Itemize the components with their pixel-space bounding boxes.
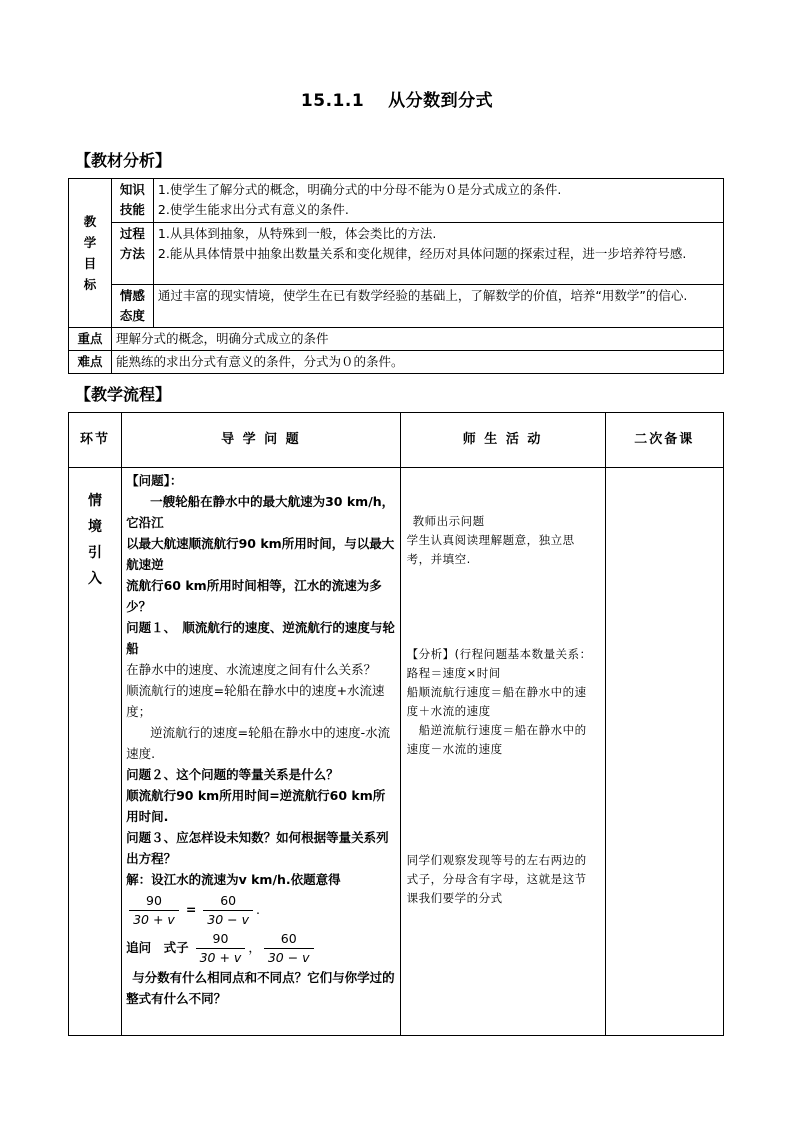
knowledge-label-2: 技能 [119, 202, 145, 217]
attitude-content: 通过丰富的现实情境，使学生在已有数学经验的基础上，了解数学的价值，培养“用数学”的信心. [153, 285, 723, 328]
activities-cell [400, 468, 605, 1036]
section-heading-flow: 【教学流程】 [75, 385, 172, 404]
knowledge-item: 2.使学生能求出分式有意义的条件. [157, 202, 349, 217]
analysis-line: 船顺流航行速度＝船在静水中的速度＋水流的速度 [406, 685, 587, 718]
header-stage: 环节 [69, 413, 122, 468]
follow-up-line: 与分数有什么相同点和不同点？它们与你学过的整式有什么不同？ [126, 970, 395, 1006]
analysis-table [68, 178, 724, 374]
activity-line: 学生认真阅读理解题意，独立思考，并填空. [406, 533, 575, 566]
flow-table [68, 412, 724, 1036]
question-1-line: 顺流航行的速度=轮船在静水中的速度+水流速度； [126, 683, 385, 719]
header-second-prep: 二次备课 [605, 413, 724, 468]
fraction-separator: ， [248, 940, 261, 955]
knowledge-content [153, 179, 723, 223]
problem-label: 【问题】： [126, 473, 183, 488]
fraction-numerator: 60 [264, 930, 314, 949]
questions-cell [122, 468, 401, 1036]
section-heading-analysis: 【教材分析】 [75, 151, 172, 170]
activity-line: 教师出示问题 [412, 514, 485, 528]
problem-line: 以最大航速顺流航行90 km所用时间，与以最大航速逆 [126, 536, 395, 572]
knowledge-label-1: 知识 [119, 182, 145, 197]
knowledge-label-cell [111, 179, 153, 223]
attitude-label-1: 情感 [119, 288, 145, 303]
stage-label: 情境引入 [88, 493, 103, 587]
fraction-numerator: 90 [196, 930, 246, 949]
knowledge-item: 1.使学生了解分式的概念，明确分式的中分母不能为０是分式成立的条件. [157, 182, 562, 197]
page-title: 15.1.1 从分数到分式 [300, 91, 494, 111]
difficulty-text: 能熟练的求出分式有意义的条件，分式为０的条件。 [111, 351, 723, 374]
attitude-label-cell [111, 285, 153, 328]
process-label-1: 过程 [119, 226, 145, 241]
fraction-denominator: 30 − v [207, 912, 250, 927]
fraction [264, 930, 314, 967]
question-1-line: 逆流航行的速度=轮船在静水中的速度-水流速度. [126, 725, 391, 761]
fraction-numerator: 90 [129, 892, 179, 911]
analysis-line: 【分析】(行程问题基本数量关系：路程＝速度×时间 [406, 647, 592, 680]
difficulty-label: 难点 [69, 351, 112, 374]
process-content [153, 223, 723, 285]
header-activities: 师 生 活 动 [400, 413, 605, 468]
analysis-line: 船逆流航行速度＝船在静水中的速度－水流的速度 [406, 723, 587, 756]
process-item: 1.从具体到抽象，从特殊到一般，体会类比的方法. [157, 226, 437, 241]
follow-up-question [126, 930, 396, 967]
key-point-label: 重点 [69, 328, 112, 351]
fraction [203, 892, 253, 929]
solution-line: 解：设江水的流速为v km/h.依题意得 [126, 872, 341, 887]
fraction-denominator: 30 + v [133, 912, 175, 927]
question-3: 问题３、应怎样设未知数？如何根据等量关系列出方程？ [126, 830, 389, 866]
stage-cell [69, 468, 122, 1036]
fraction [196, 930, 246, 967]
header-questions: 导 学 问 题 [122, 413, 401, 468]
equals-sign: = [185, 902, 197, 917]
problem-line: 一艘轮船在静水中的最大航速为30 km/h，它沿江 [126, 494, 395, 530]
problem-line: 流航行60 km所用时间相等，江水的流速为多少？ [126, 578, 382, 614]
fraction [129, 892, 179, 929]
process-item: 2.能从具体情景中抽象出数量关系和变化规律，经历对具体问题的探索过程，进一步培养符号感. [157, 246, 687, 261]
attitude-label-2: 态度 [119, 308, 145, 323]
activity-line: 同学们观察发现等号的左右两边的式子，分母含有字母，这就是这节课我们要学的分式 [406, 853, 587, 905]
question-2-line: 顺流航行90 km所用时间=逆流航行60 km所用时间. [126, 788, 386, 824]
process-label-cell [111, 223, 153, 285]
equation [126, 892, 396, 929]
question-2: 问题２、这个问题的等量关系是什么？ [126, 767, 339, 782]
question-1: 问题１、 顺流航行的速度、逆流航行的速度与轮船 [126, 620, 395, 656]
fraction-numerator: 60 [203, 892, 253, 911]
second-prep-cell [605, 468, 724, 1036]
question-1-line: 在静水中的速度、水流速度之间有什么关系？ [126, 662, 377, 677]
objectives-label-cell [69, 179, 112, 328]
process-label-2: 方法 [119, 246, 145, 261]
objectives-label: 教学目标 [83, 214, 97, 292]
follow-up-label: 追问 式子 [126, 940, 189, 955]
fraction-denominator: 30 − v [267, 950, 310, 965]
equation-period: . [256, 902, 261, 917]
fraction-denominator: 30 + v [199, 950, 242, 965]
key-point-text: 理解分式的概念，明确分式成立的条件 [111, 328, 723, 351]
